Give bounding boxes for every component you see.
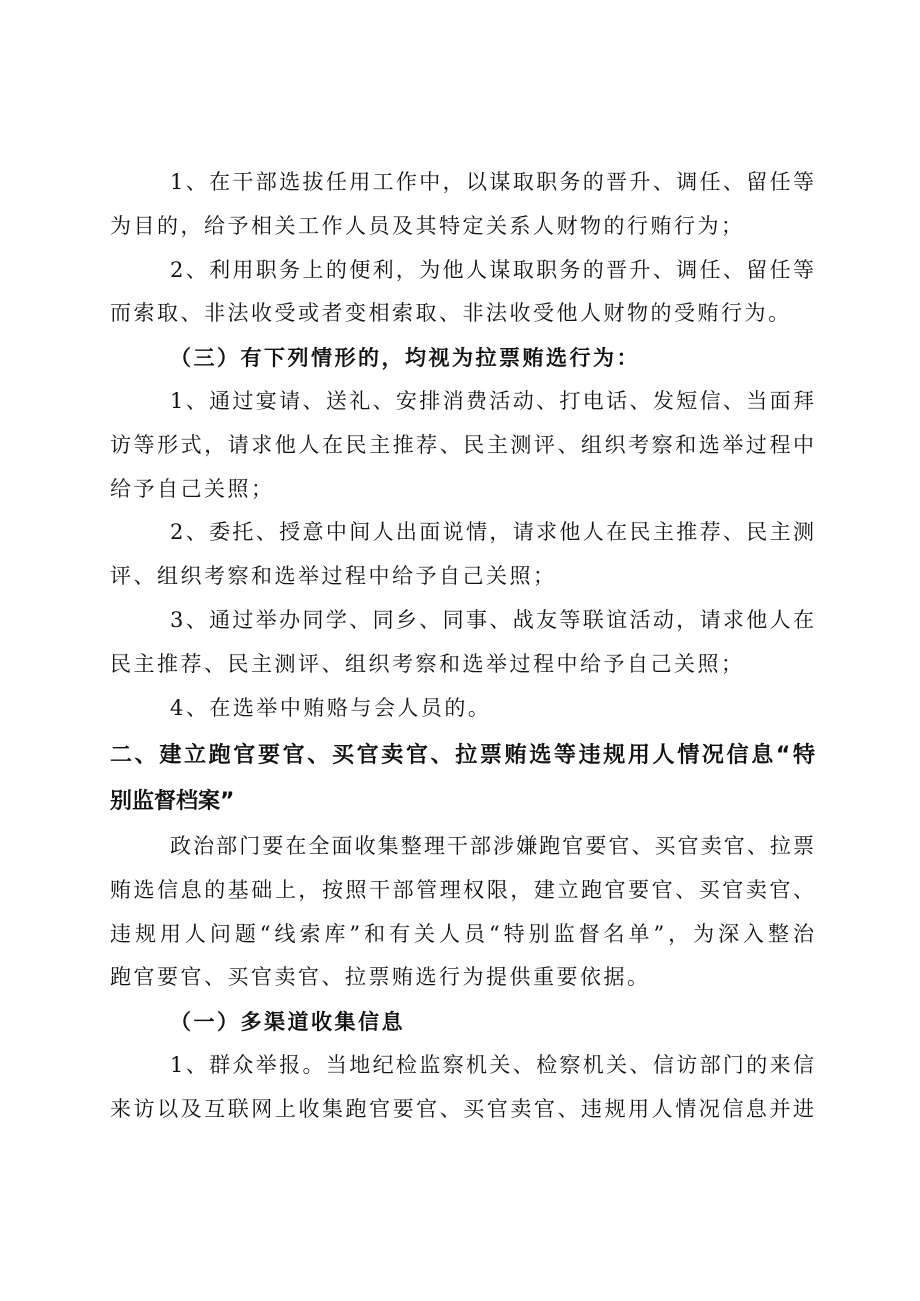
paragraph-item-4 (110, 687, 815, 731)
text-line: 2、委托、授意中间人出面说情，请求他人在民主推荐、民主测 (170, 520, 815, 545)
text-line: 违规用人问题“线索库”和有关人员“特别监督名单”，为深入整治 (110, 921, 815, 946)
text-line: 来访以及互联网上收集跑官要官、买官卖官、违规用人情况信息并进 (110, 1096, 815, 1121)
document-body (110, 161, 815, 1132)
text-line: 1、通过宴请、送礼、安排消费活动、打电话、发短信、当面拜 (170, 388, 815, 413)
paragraph-item-3 (110, 599, 815, 687)
text-line: 4、在选举中贿赂与会人员的。 (170, 695, 492, 720)
paragraph-political-department (110, 825, 815, 1000)
text-line: 民主推荐、民主测评、组织考察和选举过程中给予自己关照； (110, 651, 745, 676)
text-line: 1、在干部选拔任用工作中，以谋取职务的晋升、调任、留任等 (170, 170, 815, 194)
text-line: 别监督档案” (110, 788, 235, 814)
paragraph-item-1 (110, 380, 815, 511)
paragraph-item-2 (110, 511, 815, 599)
text-line: 给予自己关照； (110, 476, 275, 501)
text-line: 政治部门要在全面收集整理干部涉嫌跑官要官、买官卖官、拉票 (170, 833, 815, 858)
text-line: 访等形式，请求他人在民主推荐、民主测评、组织考察和选举过程中 (110, 432, 815, 457)
text-line: 贿选信息的基础上，按照干部管理权限，建立跑官要官、买官卖官、 (110, 877, 815, 902)
text-line: （一）多渠道收集信息 (170, 1009, 405, 1035)
text-line: 二、建立跑官要官、买官卖官、拉票贿选等违规用人情况信息“特 (110, 742, 815, 768)
text-line: 而索取、非法收受或者变相索取、非法收受他人财物的受贿行为。 (110, 301, 792, 326)
text-line: 跑官要官、买官卖官、拉票贿选行为提供重要依据。 (110, 965, 651, 990)
paragraph-bribery-accept (110, 249, 815, 337)
text-line: 为目的，给予相关工作人员及其特定关系人财物的行贿行为； (110, 213, 745, 238)
text-line: 评、组织考察和选举过程中给予自己关照； (110, 564, 557, 589)
subheading-vote-buying (110, 336, 815, 380)
text-line: 1、群众举报。当地纪检监察机关、检察机关、信访部门的来信 (170, 1052, 815, 1077)
text-line: 3、通过举办同学、同乡、同事、战友等联谊活动，请求他人在 (170, 607, 815, 632)
text-line: 2、利用职务上的便利，为他人谋取职务的晋升、调任、留任等 (170, 257, 815, 282)
paragraph-public-reports (110, 1044, 815, 1132)
text-line: （三）有下列情形的，均视为拉票贿选行为： (170, 345, 640, 371)
section-heading (110, 733, 815, 825)
subheading-collect-info (110, 1000, 815, 1044)
paragraph-bribery-offer (110, 161, 815, 249)
